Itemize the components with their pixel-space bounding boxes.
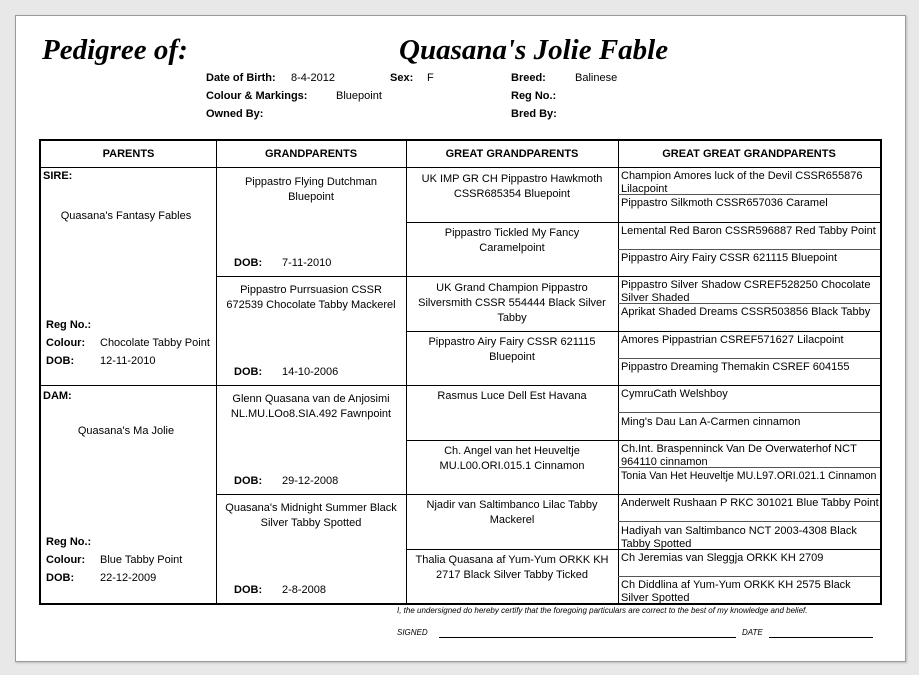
great-great-grandparent: CymruCath Welshboy [621, 388, 728, 400]
sex-value: F [427, 72, 434, 84]
great-great-grandparent: Pippastro Silver Shadow CSREF528250 Chocolate Silver Shaded [621, 279, 871, 304]
grandparent-dob: 14-10-2006 [282, 366, 339, 378]
great-grandparent: Pippastro Airy Fairy CSSR 621115 Bluepoint [428, 336, 596, 363]
page-title: Pedigree of: [42, 34, 188, 66]
date-line [769, 637, 873, 638]
grandparent-dob-label: DOB: [234, 366, 263, 378]
header-parents: PARENTS [102, 148, 155, 160]
great-great-grandparent: Champion Amores luck of the Devil CSSR655876 Lilacpoint [621, 170, 863, 195]
dam-dob: 22-12-2009 [100, 572, 157, 584]
sire-colour-label: Colour: [46, 337, 86, 349]
grandparent-dob-label: DOB: [234, 584, 263, 596]
dam-name: Quasana's Ma Jolie [77, 425, 175, 437]
breed-value: Balinese [575, 72, 618, 84]
grandparent-dob: 2-8-2008 [282, 584, 327, 596]
signed-label: SIGNED [397, 628, 428, 637]
dam-dob-label: DOB: [46, 572, 75, 584]
great-great-grandparent: Aprikat Shaded Dreams CSSR503856 Black Tabby [621, 306, 871, 318]
sire-dob-label: DOB: [46, 355, 75, 367]
cat-name: Quasana's Jolie Fable [399, 34, 669, 66]
sire-dob: 12-11-2010 [100, 355, 156, 367]
colour-markings-value: Bluepoint [336, 90, 382, 102]
reg-no-label: Reg No.: [511, 90, 557, 102]
great-great-grandparent: Ch.Int. Braspenninck Van De Overwaterhof NCT 964110 cinnamon [621, 443, 857, 468]
great-great-grandparent: Pippastro Dreaming Themakin CSREF 604155 [621, 361, 850, 373]
grandparent-dob-label: DOB: [234, 257, 263, 269]
dam-reg-label: Reg No.: [46, 536, 92, 548]
great-grandparent: Njadir van Saltimbanco Lilac Tabby Mackerel [426, 499, 598, 526]
sire-label: SIRE: [43, 170, 73, 182]
colour-markings-label: Colour & Markings: [206, 90, 308, 102]
great-great-grandparent: Ch Jeremias van Sleggja ORKK KH 2709 [621, 552, 824, 564]
sire-name: Quasana's Fantasy Fables [60, 210, 192, 222]
great-great-grandparent: Anderwelt Rushaan P RKC 301021 Blue Tabby Point [621, 497, 879, 509]
great-great-grandparent: Hadiyah van Saltimbanco NCT 2003-4308 Black Tabby Spotted [621, 525, 857, 550]
sire-colour: Chocolate Tabby Point [100, 337, 210, 349]
great-great-grandparent: Tonia Van Het Heuveltje MU.L97.ORI.021.1 Cinnamon [621, 470, 877, 482]
great-great-grandparent: Ming's Dau Lan A-Carmen cinnamon [621, 416, 801, 428]
grandparent-name: Pippastro Purrsuasion CSSR 672539 Chocolate Tabby Mackerel [226, 284, 396, 311]
great-grandparent: UK IMP GR CH Pippastro Hawkmoth CSSR685354 Bluepoint [421, 173, 603, 200]
pedigree-page [15, 15, 906, 662]
header-great-grandparents: GREAT GRANDPARENTS [445, 148, 579, 160]
dob-value: 8-4-2012 [291, 72, 336, 84]
owned-by-label: Owned By: [206, 108, 264, 120]
great-grandparent: Rasmus Luce Dell Est Havana [437, 390, 587, 402]
date-label: DATE [742, 628, 763, 637]
great-great-grandparent: Amores Pippastrian CSREF571627 Lilacpoint [621, 334, 844, 346]
certification-text: I, the undersigned do hereby certify that the foregoing particulars are correct to the best of my knowledge and belief. [397, 606, 808, 615]
dob-label: Date of Birth: [206, 72, 276, 84]
great-grandparent: Ch. Angel van het Heuveltje MU.L00.ORI.015.1 Cinnamon [439, 445, 585, 472]
breed-label: Breed: [511, 72, 546, 84]
great-great-grandparent: Ch Diddlina af Yum-Yum ORKK KH 2575 Black Silver Spotted [621, 579, 851, 604]
great-grandparent: Thalia Quasana af Yum-Yum ORKK KH 2717 Black Silver Tabby Ticked [415, 554, 609, 581]
bred-by-label: Bred By: [511, 108, 557, 120]
grandparent-name: Pippastro Flying Dutchman Bluepoint [244, 176, 378, 203]
header-great-great-grandparents: GREAT GREAT GRANDPARENTS [662, 148, 836, 160]
pedigree-table [39, 139, 882, 605]
dam-colour: Blue Tabby Point [100, 554, 183, 566]
sire-reg-label: Reg No.: [46, 319, 92, 331]
sex-label: Sex: [390, 72, 414, 84]
dam-colour-label: Colour: [46, 554, 86, 566]
great-great-grandparent: Pippastro Silkmoth CSSR657036 Caramel [621, 197, 828, 209]
great-grandparent: UK Grand Champion Pippastro Silversmith CSSR 554444 Black Silver Tabby [418, 282, 606, 324]
grandparent-dob-label: DOB: [234, 475, 263, 487]
grandparent-dob: 29-12-2008 [282, 475, 339, 487]
grandparent-name: Glenn Quasana van de Anjosimi NL.MU.LOo8.SIA.492 Fawnpoint [230, 393, 392, 420]
grandparent-name: Quasana's Midnight Summer Black Silver Tabby Spotted [225, 502, 397, 529]
great-great-grandparent: Lemental Red Baron CSSR596887 Red Tabby Point [621, 225, 876, 237]
dam-label: DAM: [43, 390, 72, 402]
header-grandparents: GRANDPARENTS [264, 148, 358, 160]
great-great-grandparent: Pippastro Airy Fairy CSSR 621115 Bluepoint [621, 252, 838, 264]
great-grandparent: Pippastro Tickled My Fancy Caramelpoint [444, 227, 580, 254]
signature-line [439, 637, 736, 638]
grandparent-dob: 7-11-2010 [282, 257, 332, 269]
